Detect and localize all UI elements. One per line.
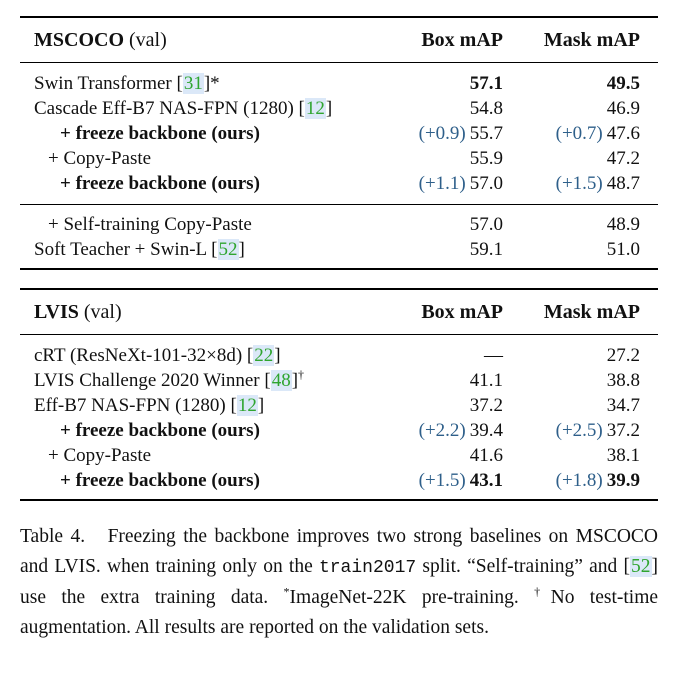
table-row: Eff-B7 NAS-FPN (1280) [12] 37.2 34.7 [34, 395, 640, 416]
table-row: cRT (ResNeXt-101-32×8d) [22] — 27.2 [34, 345, 640, 366]
mscoco-table [20, 16, 658, 270]
table-subtitle: (val) [83, 301, 122, 323]
table-row: Cascade Eff-B7 NAS-FPN (1280) [12] 54.8 46.9 [34, 98, 640, 119]
mask-delta: (+0.7) [555, 123, 603, 144]
citation-link[interactable]: 12 [305, 98, 325, 119]
box-value: 43.1 [469, 470, 503, 491]
box-delta: (+1.5) [418, 470, 466, 491]
box-value: — [484, 345, 503, 366]
table-row [20, 468, 658, 493]
row-label: + freeze backbone (ours) [60, 420, 260, 441]
box-value: 59.1 [469, 239, 503, 260]
box-value: 39.4 [469, 420, 503, 441]
mask-delta: (+2.5) [555, 420, 603, 441]
row-label: + Copy-Paste [48, 445, 152, 466]
box-delta: (+2.2) [418, 420, 466, 441]
citation-link[interactable]: 12 [237, 395, 257, 416]
mask-value: 34.7 [606, 395, 640, 416]
box-value: 57.0 [469, 173, 503, 194]
lvis-header [20, 290, 658, 334]
mask-value: 37.2 [606, 420, 640, 441]
code-text: train2017 [318, 558, 417, 578]
dagger-mark: † [534, 584, 551, 599]
table-row [20, 418, 658, 443]
citation-link[interactable]: 48 [271, 370, 291, 391]
box-delta: (+0.9) [418, 123, 466, 144]
citation-link[interactable]: 52 [218, 239, 238, 260]
mask-value: 47.6 [606, 123, 640, 144]
table-row: Soft Teacher + Swin-L [52] 59.1 51.0 [34, 239, 640, 260]
caption-label: Table 4. [20, 526, 86, 547]
row-label: + Self-training Copy-Paste [48, 214, 252, 235]
bottom-rule [20, 268, 658, 270]
mask-value: 46.9 [606, 98, 640, 119]
col-box-map: Box mAP [421, 29, 503, 51]
box-value: 57.0 [469, 214, 503, 235]
mask-value: 48.7 [606, 173, 640, 194]
table-row [20, 171, 658, 196]
bottom-rule [20, 499, 658, 501]
mask-value: 39.9 [606, 470, 640, 491]
lvis-table [20, 288, 658, 501]
table-row: LVIS Challenge 2020 Winner [48]† 41.1 38.8 [34, 367, 640, 391]
table-caption: Table 4. Freezing the backbone improves two strong baselines on MSCOCO and LVIS. when training only on the train2017 split. “Self-training” and [52] use the extra training data. *ImageNet-22K pre-training. †No test-time augmentation. All results are reported on the validation sets. [20, 526, 659, 638]
col-mask-map: Mask mAP [543, 301, 640, 323]
citation-link[interactable]: 31 [183, 73, 203, 94]
mask-value: 49.5 [606, 73, 640, 94]
box-value: 54.8 [469, 98, 503, 119]
mask-delta: (+1.5) [555, 173, 603, 194]
box-delta: (+1.1) [418, 173, 466, 194]
table-row [20, 212, 658, 237]
table-row [20, 146, 658, 171]
mask-value: 27.2 [606, 345, 640, 366]
table-title: MSCOCO [34, 29, 124, 51]
row-label: + freeze backbone (ours) [60, 123, 260, 144]
mask-value: 38.8 [606, 370, 640, 391]
row-label: + freeze backbone (ours) [60, 470, 260, 491]
box-value: 55.7 [469, 123, 503, 144]
mask-value: 51.0 [606, 239, 640, 260]
box-value: 41.6 [469, 445, 503, 466]
mask-value: 48.9 [606, 214, 640, 235]
table-row [20, 121, 658, 146]
star-mark: * [283, 584, 290, 599]
row-label: + Copy-Paste [48, 148, 152, 169]
col-box-map: Box mAP [421, 301, 503, 323]
mask-value: 38.1 [606, 445, 640, 466]
box-value: 41.1 [469, 370, 503, 391]
col-mask-map: Mask mAP [543, 29, 640, 51]
row-label: + freeze backbone (ours) [60, 173, 260, 194]
table-row: Swin Transformer [31]* 57.1 49.5 [34, 73, 640, 94]
table-subtitle: (val) [129, 29, 167, 51]
mask-value: 47.2 [606, 148, 640, 169]
box-value: 57.1 [469, 73, 503, 94]
box-value: 37.2 [469, 395, 503, 416]
table-row [20, 443, 658, 468]
mscoco-header [20, 18, 658, 62]
citation-link[interactable]: 52 [631, 556, 651, 577]
citation-link[interactable]: 22 [254, 345, 274, 366]
mask-delta: (+1.8) [555, 470, 603, 491]
dagger-mark: † [298, 367, 305, 382]
box-value: 55.9 [469, 148, 503, 169]
table-title: LVIS [34, 301, 79, 323]
